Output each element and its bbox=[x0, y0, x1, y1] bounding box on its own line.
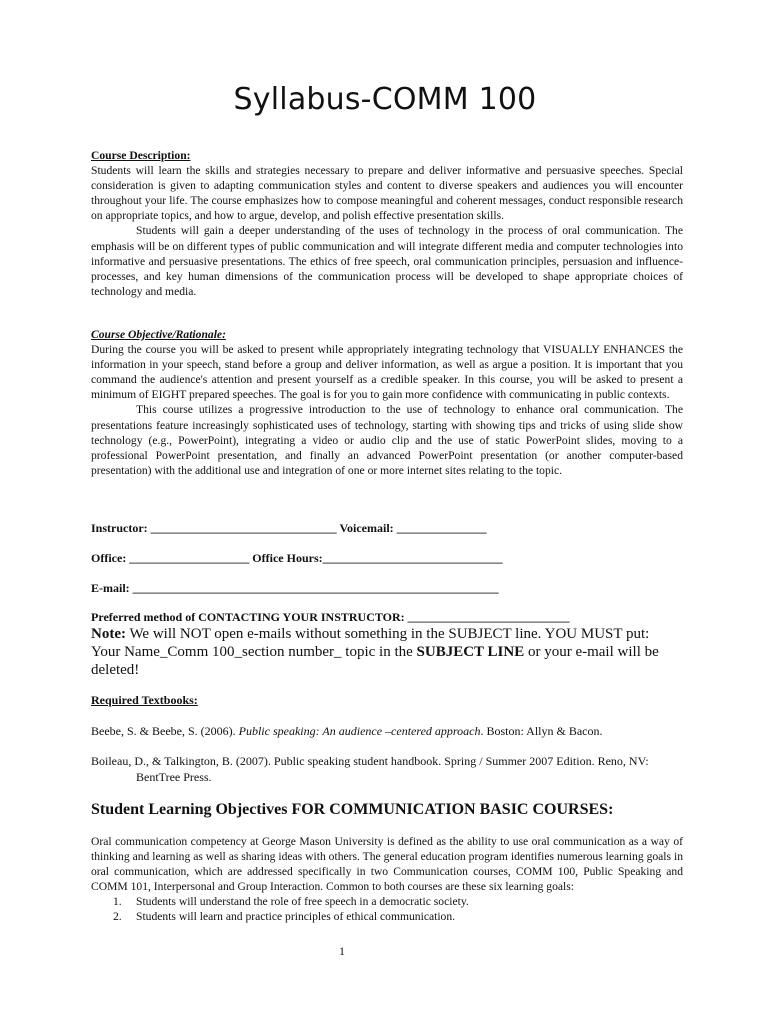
subject-line-note bbox=[91, 625, 681, 679]
ref2-line-2: BentTree Press. bbox=[136, 770, 212, 784]
instructor-field: Instructor: _______________________________ Voicemail: _______________ bbox=[91, 521, 487, 535]
list-item bbox=[91, 909, 683, 924]
learning-objectives-intro: Oral communication competency at George Mason University is defined as the ability to use oral communication as a way of thinking and learning as well as sharing ideas with others. The general education program identifies numerous learning goals in oral communication, which are addressed specifically in two Communication courses, COMM 100, Public Speaking and COMM 101, Interpersonal and Group Interaction. Common to both courses are these six learning goals: bbox=[91, 835, 683, 894]
textbook-reference-1 bbox=[91, 723, 691, 739]
email-field: E-mail: _____________________________________________________________ bbox=[91, 581, 499, 595]
course-description-section bbox=[91, 148, 683, 299]
learning-objectives-heading: Student Learning Objectives FOR COMMUNICATION BASIC COURSES: bbox=[91, 801, 614, 818]
note-text-2: or your e-mail will be deleted! bbox=[91, 644, 659, 678]
ref1-publisher: . Boston: Allyn & Bacon. bbox=[480, 724, 603, 738]
course-objective-section bbox=[91, 327, 683, 478]
preferred-contact-field: Preferred method of CONTACTING YOUR INSTRUCTOR: ___________________________ bbox=[91, 610, 570, 624]
course-objective-heading: Course Objective/Rationale: bbox=[91, 328, 226, 341]
list-item bbox=[91, 894, 683, 909]
course-objective-paragraph-1: During the course you will be asked to present while appropriately integrating technology that VISUALLY ENHANCES the information in your speech, stand before a group and deliver information, as well as argue a position. It is important that you command the audience's attention and present yourself as a credible speaker. In this course, you will be asked to present a minimum of EIGHT prepared speeches. The goal is for you to gain more confidence with communicating in public contexts. bbox=[91, 343, 683, 402]
course-objective-paragraph-2: This course utilizes a progressive introduction to the use of technology to enhance oral communication. The presentations feature increasingly sophisticated uses of technology, starting with showing tips and tricks of using slide show technology (e.g., PowerPoint), integrating a video or audio clip and the use of static PowerPoint slides, moving to a professional PowerPoint presentation, and finally an advanced PowerPoint presentation (or another computer-based presentation) with the additional use and integration of one or more internet sites relating to the topic. bbox=[91, 403, 683, 477]
note-label: Note: bbox=[91, 626, 126, 642]
ref2-line-1: Boileau, D., & Talkington, B. (2007). Public speaking student handbook. Spring / Summer 2007 Edition. Reno, NV: bbox=[91, 754, 649, 768]
ref1-authors: Beebe, S. & Beebe, S. (2006). bbox=[91, 724, 239, 738]
textbooks-heading: Required Textbooks: bbox=[91, 693, 198, 707]
office-field: Office: ____________________ Office Hours:______________________________ bbox=[91, 551, 503, 565]
learning-goals-list bbox=[91, 894, 683, 924]
document-title: Syllabus-COMM 100 bbox=[233, 82, 537, 117]
ref1-title: Public speaking: An audience –centered approach bbox=[238, 724, 481, 738]
list-item-number: 1. bbox=[113, 895, 122, 909]
textbook-reference-2 bbox=[91, 753, 691, 785]
note-subject-line: SUBJECT LINE bbox=[416, 644, 525, 660]
learning-objectives-section bbox=[91, 834, 683, 925]
course-description-paragraph-2: Students will gain a deeper understanding of the uses of technology in the process of oral communication. The emphasis will be on different types of public communication and will integrate different media and computer technologies into informative and persuasive presentations. The ethics of free speech, oral communication principles, persuasion and influence-processes, and key human dimensions of the communication process will be developed to shape appropriate choices of technology and media. bbox=[91, 224, 683, 298]
page-number: 1 bbox=[339, 944, 345, 958]
list-item-text: Students will learn and practice principles of ethical communication. bbox=[136, 910, 456, 924]
course-description-heading: Course Description: bbox=[91, 149, 191, 162]
course-description-paragraph-1: Students will learn the skills and strategies necessary to prepare and deliver informative and persuasive speeches. Special consideration is given to adapting communication styles and content to diverse speakers and audiences you will encounter throughout your life. The course emphasizes how to compose meaningful and coherent messages, conduct responsible research on appropriate topics, and how to argue, develop, and polish effective presentation skills. bbox=[91, 164, 683, 223]
textbooks-heading-wrap bbox=[91, 693, 683, 708]
list-item-number: 2. bbox=[113, 910, 122, 924]
list-item-text: Students will understand the role of free speech in a democratic society. bbox=[136, 895, 469, 909]
note-text-1: We will NOT open e-mails without something in the SUBJECT line. YOU MUST put: Your Name_Comm 100_section number_ topic in the bbox=[91, 626, 650, 660]
